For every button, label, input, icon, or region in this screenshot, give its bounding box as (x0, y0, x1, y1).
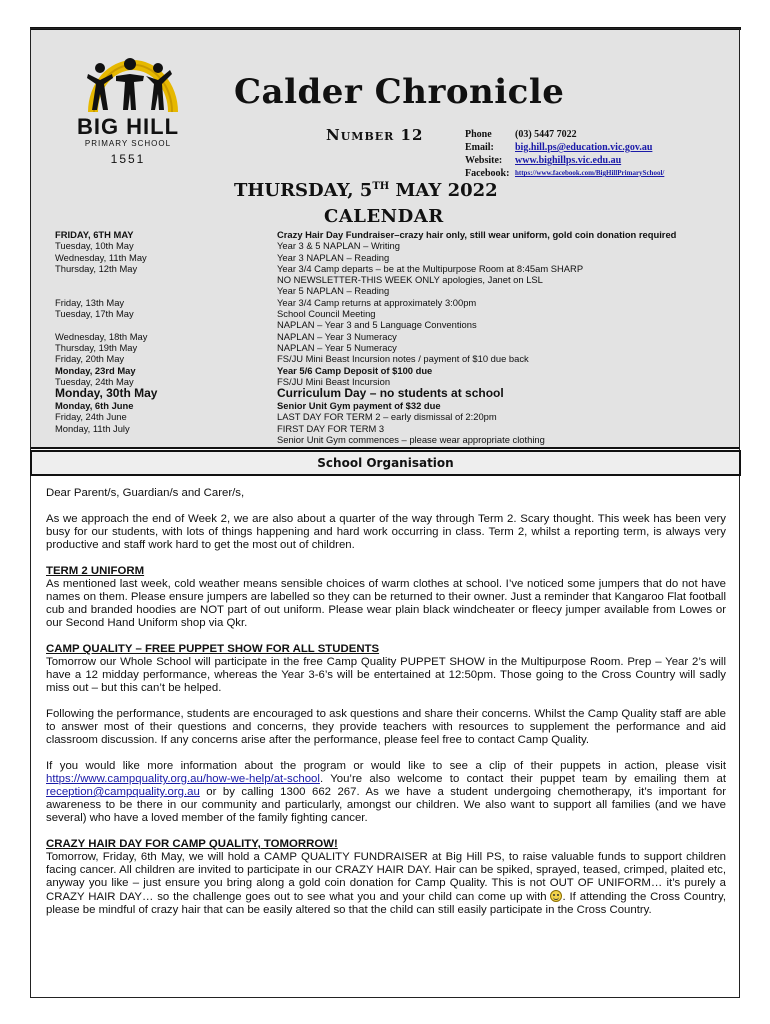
calendar-heading: CALENDAR (324, 206, 444, 227)
contact-block (465, 128, 664, 180)
website-label: Website: (465, 155, 503, 166)
calendar-row (55, 411, 735, 422)
facebook-link[interactable]: https://www.facebook.com/BigHillPrimarySchool/ (515, 169, 665, 177)
calendar-date: Monday, 30th May (55, 386, 158, 401)
calendar-date: Monday, 11th July (55, 422, 130, 434)
greeting: Dear Parent/s, Guardian/s and Carer/s, (46, 487, 245, 499)
issue-number: Number 12 (326, 126, 424, 144)
calendar-date: Wednesday, 18th May (55, 330, 148, 342)
calendar-date: FRIDAY, 6TH MAY (55, 229, 134, 240)
camp-quality-paragraph-3 (46, 760, 726, 825)
camp-text-a: If you would like more information about the program or would like to see a clip of their puppets in action, please visit (46, 760, 726, 772)
uniform-paragraph: As mentioned last week, cold weather means sensible choices of warm clothes at school. I’ve noticed some jumpers that do not have names on them. Please ensure jumpers are labelled so they can be returned to their owner. Just a reminder that Kangaroo Flat football cub and branded hoodies are NOT part of out uniform. Please wear plain black windcheater or fleecy jumper available from Lowes or our Second Hand Uniform shop via Qkr. (46, 578, 726, 629)
camp-quality-heading: CAMP QUALITY – FREE PUPPET SHOW FOR ALL STUDENTS (46, 643, 380, 655)
camp-quality-paragraph-2: Following the performance, students are encouraged to ask questions and share their concerns. Whilst the Camp Quality staff are able to answer most of their questions and concerns, they provide teachers with resources to supplement the performance and aid classroom discussion. If any concerns arise after the performance, please feel free to contact Camp Quality. (46, 708, 726, 746)
calendar-date: Friday, 20th May (55, 353, 125, 365)
contact-email-row (465, 141, 664, 154)
contact-website-row (465, 154, 664, 167)
calendar-event: Senior Unit Gym payment of $32 due (277, 400, 441, 412)
contact-phone-row (465, 128, 664, 141)
calendar-date (55, 274, 277, 285)
calendar-date: Tuesday, 10th May (55, 240, 134, 252)
calendar-row (55, 308, 735, 319)
calendar-row (55, 252, 735, 263)
letter-body (46, 487, 726, 930)
calendar-row (55, 319, 735, 330)
calendar-event: Crazy Hair Day Fundraiser–crazy hair only, still wear uniform, gold coin donation required (277, 229, 677, 240)
calendar-row (55, 263, 735, 274)
email-link[interactable]: big.hill.ps@education.vic.gov.au (515, 142, 653, 153)
school-logo (58, 46, 198, 168)
calendar-event: FS/JU Mini Beast Incursion (277, 375, 391, 387)
calendar-event: Year 5 NAPLAN – Reading (277, 285, 390, 297)
date-prefix: THURSDAY, 5 (234, 180, 373, 201)
calendar-event: Year 3/4 Camp departs – be at the Multipurpose Room at 8:45am SHARP (277, 262, 584, 274)
phone-label: Phone (465, 129, 492, 140)
calendar-event: Year 5/6 Camp Deposit of $100 due (277, 364, 433, 376)
date-suffix: TH (372, 181, 390, 192)
calendar-event: NAPLAN – Year 3 and 5 Language Conventions (277, 319, 477, 331)
facebook-label: Facebook: (465, 168, 510, 179)
calendar-row (55, 274, 735, 285)
calendar-row (55, 240, 735, 251)
contact-facebook-row (465, 167, 664, 180)
children-arch-logo-icon (58, 46, 198, 116)
camp-text-c: or by calling 1300 662 267. As we have a student undergoing chemotherapy, it’s important for awareness to be there in our community and particularly, amongst our children. We also want to support all families (and we have several) who have a loved member of the family fighting cancer. (46, 786, 726, 824)
camp-quality-link[interactable]: https://www.campquality.org.au/how-we-help/at-school (46, 773, 320, 785)
crazy-hair-paragraph (46, 851, 726, 917)
calendar-event: School Council Meeting (277, 308, 376, 320)
logo-school-number: 1551 (110, 152, 146, 166)
calendar-row (55, 229, 735, 240)
calendar-date: Friday, 24th June (55, 411, 127, 423)
calendar-row (55, 400, 735, 411)
phone-value: (03) 5447 7022 (515, 129, 577, 140)
calendar-row (55, 423, 735, 434)
calendar-date: Wednesday, 11th May (55, 251, 147, 263)
calendar-list (55, 229, 735, 445)
calendar-event: Curriculum Day – no students at school (277, 386, 504, 401)
calendar-event: Senior Unit Gym commences – please wear appropriate clothing (277, 434, 545, 446)
calendar-date: Thursday, 19th May (55, 341, 138, 353)
uniform-heading: TERM 2 UNIFORM (46, 565, 145, 577)
date-rest: MAY 2022 (389, 180, 498, 201)
crazy-text-a: Tomorrow, Friday, 6th May, we will hold a CAMP QUALITY FUNDRAISER at Big Hill PS, to raise valuable funds to support children facing cancer. All children are invited to participate in our CRAZY HAIR DAY. Hair can be spiked, sprayed, teased, crimped, plaited etc, anyway you like – just ensure you bring along a gold coin donation for Camp Quality. This is not OUT OF UNIFORM… it’s purely a CRAZY HAIR DAY… so the challenge goes out to see what you and your child can come up with (46, 851, 726, 903)
calendar-row (55, 365, 735, 376)
calendar-row (55, 342, 735, 353)
calendar-row (55, 387, 735, 400)
calendar-event: Year 3 & 5 NAPLAN – Writing (277, 240, 400, 252)
calendar-row (55, 331, 735, 342)
email-label: Email: (465, 142, 494, 153)
calendar-row (55, 285, 735, 296)
calendar-date (55, 285, 277, 296)
calendar-event: NAPLAN – Year 3 Numeracy (277, 330, 397, 342)
calendar-event: Year 3/4 Camp returns at approximately 3:00pm (277, 296, 477, 308)
calendar-date: Tuesday, 24th May (55, 375, 134, 387)
newsletter-title: Calder Chronicle (234, 72, 565, 112)
camp-quality-paragraph: Tomorrow our Whole School will participate in the free Camp Quality PUPPET SHOW in the Multipurpose Room. Prep – Year 2’s will have a 12 midday performance, whereas the Year 3-6’s will be entertained at 12:50pm. Those going to the Cross Country will sadly miss out – but this can’t be helped. (46, 656, 726, 694)
camp-text-b: . You’re also welcome to contact their puppet team by emailing them at (319, 773, 726, 785)
calendar-event: FS/JU Mini Beast Incursion notes / payment of $10 due back (277, 353, 529, 365)
calendar-event: NAPLAN – Year 5 Numeracy (277, 341, 397, 353)
crazy-hair-heading: CRAZY HAIR DAY FOR CAMP QUALITY, TOMORROW! (46, 838, 338, 850)
calendar-date: Monday, 6th June (55, 400, 134, 412)
logo-school-name: BIG HILL (76, 114, 180, 139)
intro-paragraph: As we approach the end of Week 2, we are also about a quarter of the way through Term 2. Scary thought. This week has been very busy for our students, with lots of things happening and hard work occurring in class. Term 2, whilst a reporting term, is always very productive and staff work hard to get the most out of children. (46, 513, 726, 551)
calendar-event: FIRST DAY FOR TERM 3 (277, 422, 385, 434)
crazy-text-b: . If attending the Cross Country, please be mindful of crazy hair that can be easily altered so that the child can still easily participate in the Cross Country. (46, 891, 726, 916)
calendar-date (55, 319, 277, 330)
smiley-face-icon (550, 890, 562, 902)
logo-school-subtitle: PRIMARY SCHOOL (84, 139, 172, 148)
calendar-row (55, 353, 735, 364)
camp-quality-email-link[interactable]: reception@campquality.org.au (46, 786, 200, 798)
calendar-date: Tuesday, 17th May (55, 308, 134, 320)
calendar-row (55, 297, 735, 308)
section-heading-school-organisation: School Organisation (30, 450, 741, 476)
calendar-date: Monday, 23rd May (55, 364, 136, 376)
calendar-event: NO NEWSLETTER-THIS WEEK ONLY apologies, Janet on LSL (277, 274, 543, 286)
calendar-event: Year 3 NAPLAN – Reading (277, 251, 390, 263)
calendar-date: Friday, 13th May (55, 296, 125, 308)
calendar-date: Thursday, 12th May (55, 262, 138, 274)
website-link[interactable]: www.bighillps.vic.edu.au (515, 155, 622, 166)
calendar-date (55, 434, 277, 445)
calendar-row (55, 434, 735, 445)
issue-date (234, 180, 498, 201)
calendar-event: LAST DAY FOR TERM 2 – early dismissal of 2:20pm (277, 411, 497, 423)
